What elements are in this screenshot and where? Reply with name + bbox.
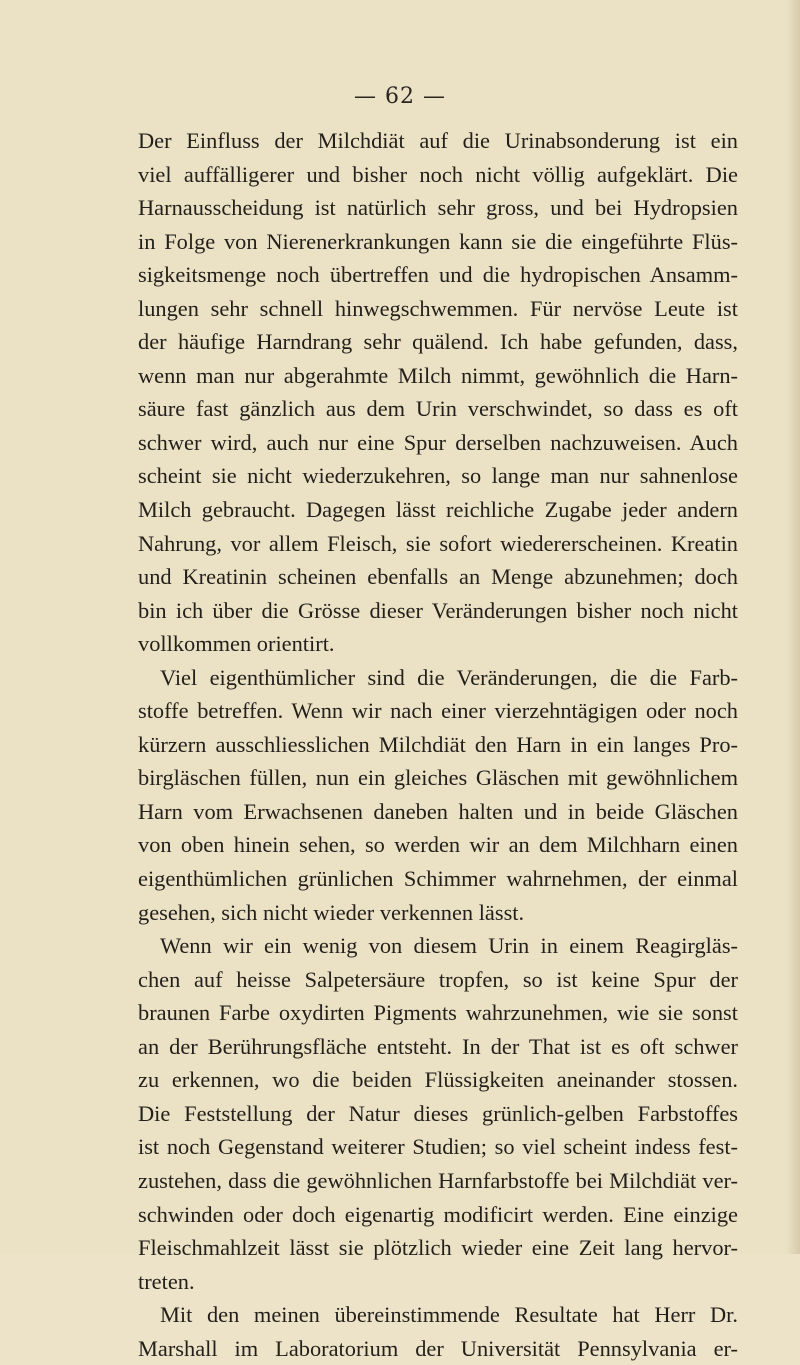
- text-line: Die Feststellung der Natur dieses grünlich-gelben Farbstoffes: [138, 1100, 738, 1126]
- text-line: an der Berührungsfläche entsteht. In der That ist es oft schwer: [138, 1033, 738, 1059]
- text-line: scheint sie nicht wiederzukehren, so lange man nur sahnenlose: [138, 463, 738, 489]
- text-line: treten.: [138, 1268, 195, 1294]
- text-line: gesehen, sich nicht wieder verkennen lässt.: [138, 899, 525, 925]
- text-line: schwer wird, auch nur eine Spur derselben nachzuweisen. Auch: [138, 429, 738, 455]
- text-line: in Folge von Nierenerkrankungen kann sie die eingeführte Flüs-: [138, 228, 738, 254]
- text-line: Harnausscheidung ist natürlich sehr gross, und bei Hydropsien: [138, 195, 738, 221]
- text-line: Viel eigenthümlicher sind die Veränderungen, die die Farb-: [160, 664, 738, 690]
- text-line: zu erkennen, wo die beiden Flüssigkeiten aneinander stossen.: [138, 1067, 738, 1093]
- text-line: kürzern ausschliesslichen Milchdiät den Harn in ein langes Pro-: [138, 731, 738, 757]
- text-line: lungen sehr schnell hinwegschwemmen. Für nervöse Leute ist: [138, 295, 738, 321]
- text-line: stoffe betreffen. Wenn wir nach einer vierzehntägigen oder noch: [138, 698, 738, 724]
- text-line: Milch gebraucht. Dagegen lässt reichliche Zugabe jeder andern: [138, 497, 738, 523]
- text-line: der häufige Harndrang sehr quälend. Ich habe gefunden, dass,: [138, 329, 738, 355]
- text-line: wenn man nur abgerahmte Milch nimmt, gewöhnlich die Harn-: [138, 362, 738, 388]
- body-text: [138, 124, 738, 1365]
- text-line: Nahrung, vor allem Fleisch, sie sofort wiedererscheinen. Kreatin: [138, 530, 738, 556]
- text-line: Wenn wir ein wenig von diesem Urin in einem Reagirgläs-: [160, 933, 738, 959]
- text-line: sigkeitsmenge noch übertreffen und die hydropischen Ansamm-: [138, 262, 738, 288]
- text-line: Fleischmahlzeit lässt sie plötzlich wieder eine Zeit lang hervor-: [138, 1235, 738, 1261]
- text-line: ist noch Gegenstand weiterer Studien; so viel scheint indess fest-: [138, 1134, 738, 1160]
- text-line: eigenthümlichen grünlichen Schimmer wahrnehmen, der einmal: [138, 866, 738, 892]
- text-line: von oben hinein sehen, so werden wir an dem Milchharn einen: [138, 832, 738, 858]
- text-line: braunen Farbe oxydirten Pigments wahrzunehmen, wie sie sonst: [138, 1000, 738, 1026]
- text-line: Der Einfluss der Milchdiät auf die Urinabsonderung ist ein: [138, 128, 738, 153]
- text-line: zustehen, dass die gewöhnlichen Harnfarbstoffe bei Milchdiät ver-: [138, 1167, 738, 1193]
- text-line: viel auffälligerer und bisher noch nicht völlig aufgeklärt. Die: [138, 161, 738, 187]
- text-line: vollkommen orientirt.: [138, 631, 335, 657]
- text-line: bin ich über die Grösse dieser Veränderungen bisher noch nicht: [138, 597, 738, 623]
- text-line: chen auf heisse Salpetersäure tropfen, so ist keine Spur der: [138, 966, 738, 992]
- text-line: säure fast gänzlich aus dem Urin verschwindet, so dass es oft: [138, 396, 738, 422]
- text-line: birgläschen füllen, nun ein gleiches Gläschen mit gewöhnlichem: [138, 765, 738, 791]
- text-line: schwinden oder doch eigenartig modificirt werden. Eine einzige: [138, 1201, 738, 1227]
- page-edge-shadow: [786, 0, 800, 1254]
- page-number: — 62 —: [354, 84, 446, 109]
- text-line: Marshall im Laboratorium der Universität Pennsylvania er-: [138, 1335, 738, 1361]
- text-line: und Kreatinin scheinen ebenfalls an Menge abzunehmen; doch: [138, 564, 738, 590]
- text-line: Mit den meinen übereinstimmende Resultate hat Herr Dr.: [160, 1302, 738, 1328]
- text-line: Harn vom Erwachsenen daneben halten und in beide Gläschen: [138, 798, 738, 824]
